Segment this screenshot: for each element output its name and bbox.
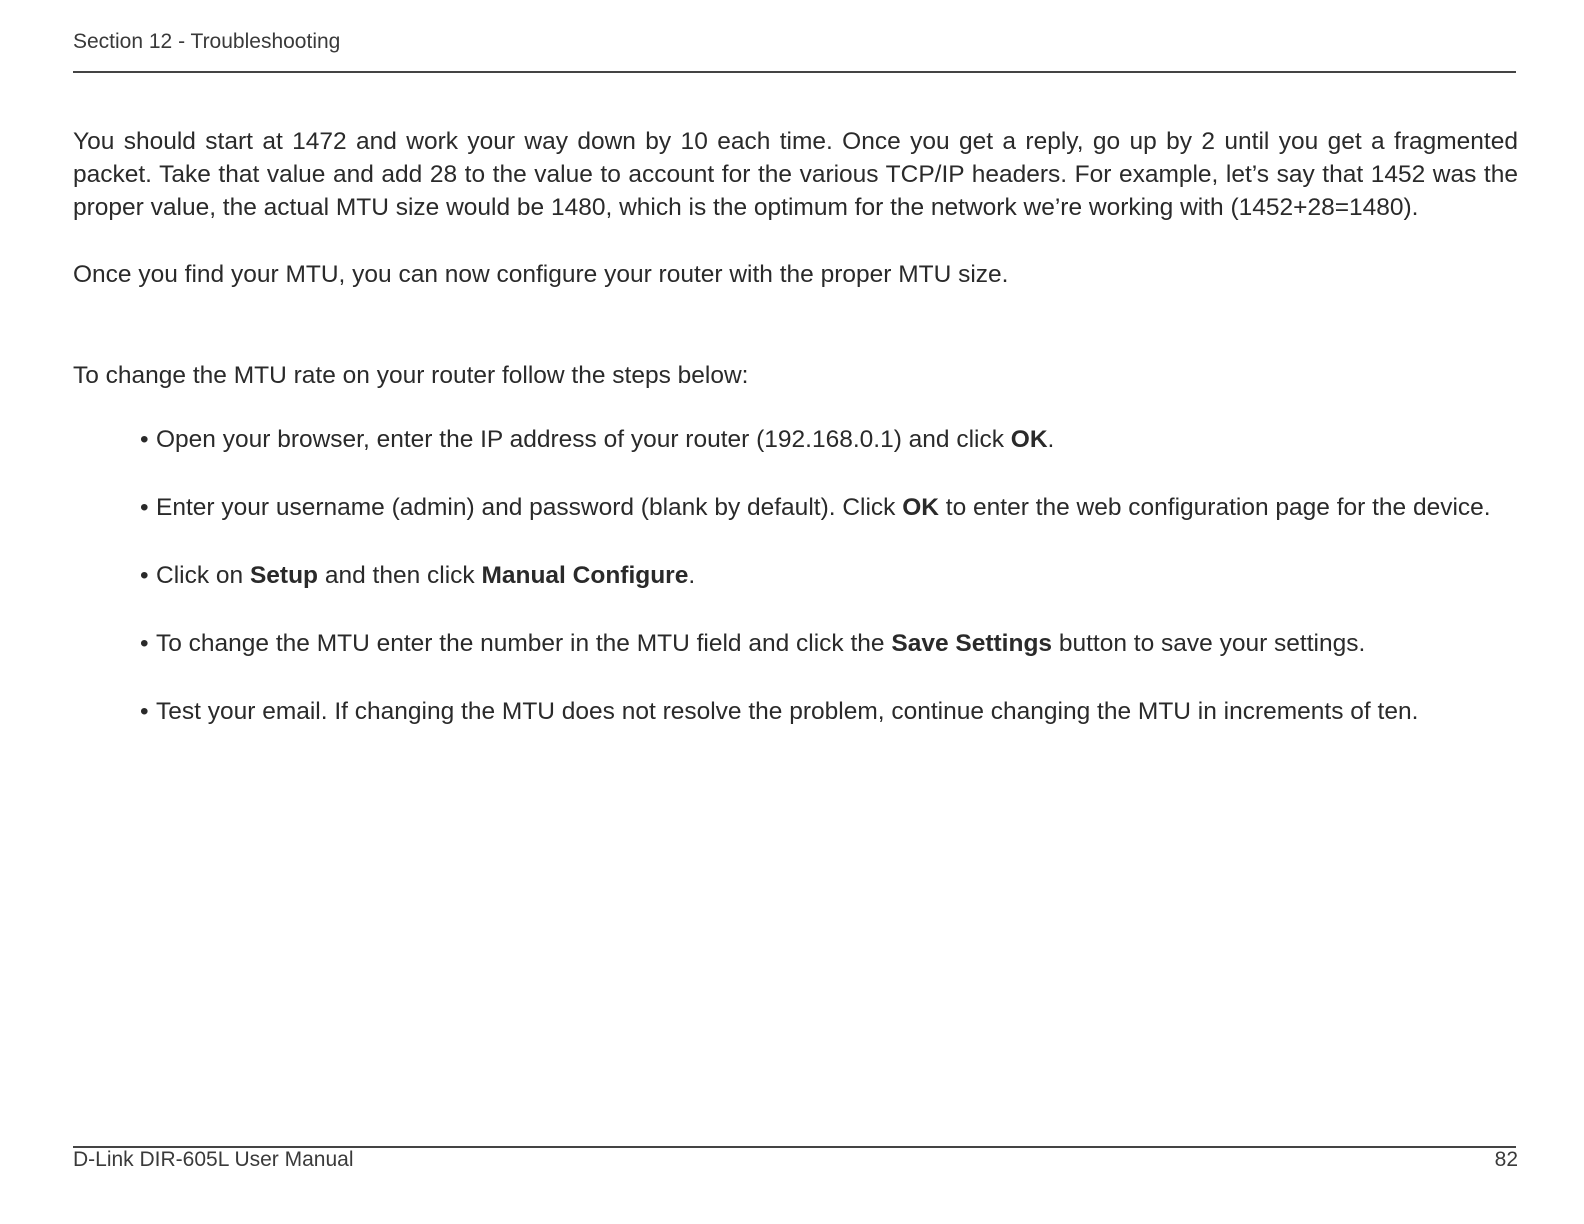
step-keyword: Setup	[249, 562, 319, 589]
step-text: .	[1047, 426, 1055, 453]
bullet-icon: •	[140, 494, 149, 521]
step-keyword: Save Settings	[891, 630, 1053, 657]
steps-list	[73, 423, 1518, 728]
step-keyword: Manual Configure	[481, 562, 689, 589]
step-keyword: OK	[902, 494, 939, 521]
header-divider	[73, 71, 1516, 73]
list-item	[140, 491, 1518, 524]
manual-title: D-Link DIR-605L User Manual	[73, 1148, 354, 1171]
step-keyword: OK	[1010, 426, 1048, 453]
step-text: To change the MTU enter the number in the MTU field and click the	[156, 630, 892, 657]
bullet-icon: •	[140, 562, 149, 589]
paragraph-steps-intro: To change the MTU rate on your router follow the steps below:	[73, 362, 749, 389]
paragraph-configure-router: Once you find your MTU, you can now configure your router with the proper MTU size.	[73, 261, 1009, 288]
page-content	[73, 125, 1518, 763]
list-item	[140, 559, 1518, 592]
step-text: Open your browser, enter the IP address of your router (192.168.0.1) and click	[156, 426, 1011, 453]
page-number: 82	[1494, 1148, 1518, 1171]
step-text: Enter your username (admin) and password (blank by default). Click	[156, 494, 903, 521]
bullet-icon: •	[140, 426, 149, 453]
section-header: Section 12 - Troubleshooting	[73, 30, 341, 53]
bullet-icon: •	[140, 630, 149, 657]
step-text: button to save your settings.	[1052, 630, 1366, 657]
step-text: Click on	[156, 562, 250, 589]
paragraph-mtu-procedure: You should start at 1472 and work your way down by 10 each time. Once you get a reply, go up by 2 until you get a fragmented packet. Take that value and add 28 to the value to account for the various TCP/IP headers. For example, let’s say that 1452 was the proper value, the actual MTU size would be 1480, which is the optimum for the network we’re working with (1452+28=1480).	[73, 128, 1518, 221]
list-item	[140, 695, 1518, 728]
step-text: Test your email. If changing the MTU does not resolve the problem, continue changing the MTU in increments of ten.	[156, 698, 1419, 725]
list-item	[140, 423, 1518, 456]
list-item	[140, 627, 1518, 660]
step-text: and then click	[318, 562, 482, 589]
bullet-icon: •	[140, 698, 149, 725]
step-text: .	[688, 562, 696, 589]
step-text: to enter the web configuration page for the device.	[938, 494, 1491, 521]
